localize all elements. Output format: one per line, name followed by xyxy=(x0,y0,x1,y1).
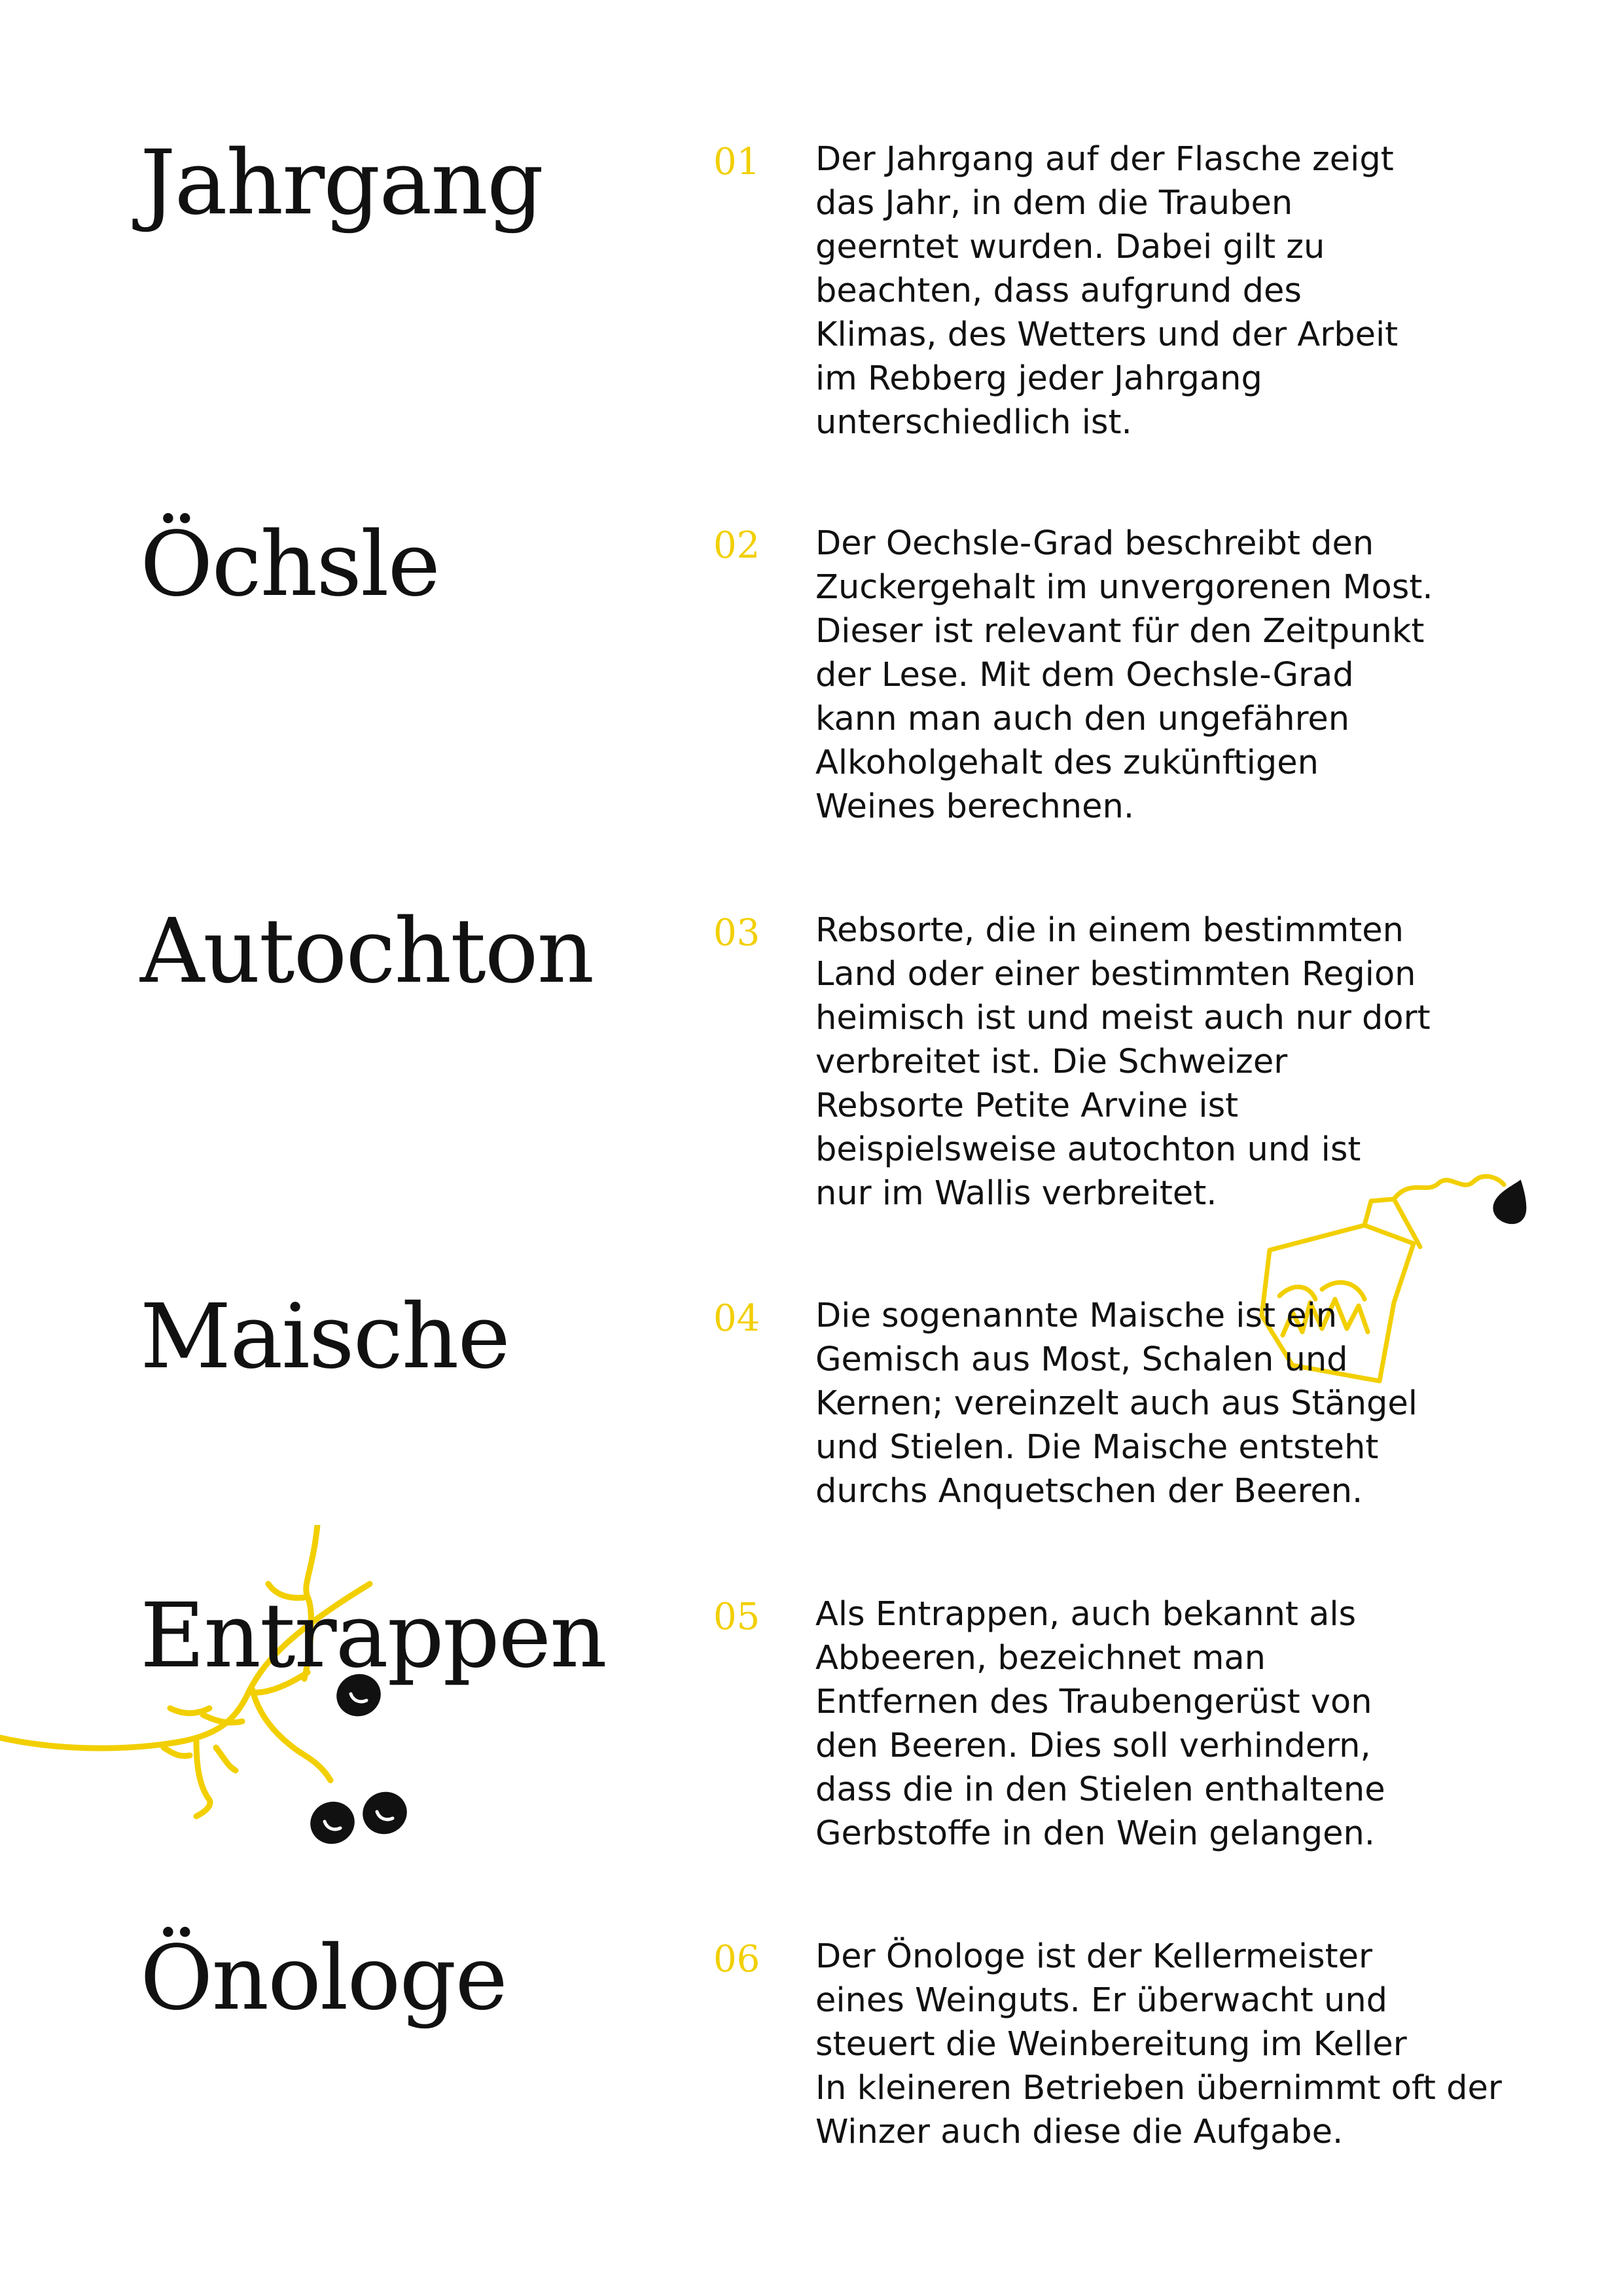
term-description xyxy=(815,137,1575,444)
term-heading: Autochton xyxy=(140,900,594,1003)
description-line: Als Entrappen, auch bekannt als xyxy=(815,1595,1357,1634)
entry-number: 02 xyxy=(713,524,760,567)
description-line: Winzer auch diese die Aufgabe. xyxy=(815,2113,1344,2151)
description-line: Rebsorte Petite Arvine ist xyxy=(815,1086,1239,1125)
description-line: kann man auch den ungefähren xyxy=(815,700,1350,738)
term-description xyxy=(815,1294,1575,1513)
description-line: Gemisch aus Most, Schalen und xyxy=(815,1340,1348,1379)
description-line: der Lese. Mit dem Oechsle-Grad xyxy=(815,656,1354,694)
description-line: In kleineren Betrieben übernimmt oft der xyxy=(815,2069,1502,2108)
term-heading: Jahrgang xyxy=(140,132,543,235)
description-line: heimisch ist und meist auch nur dort xyxy=(815,999,1431,1037)
description-line: Klimas, des Wetters und der Arbeit xyxy=(815,315,1399,354)
description-line: den Beeren. Dies soll verhindern, xyxy=(815,1727,1371,1765)
term-description xyxy=(815,522,1575,829)
grape-stem-illustration-icon xyxy=(0,1525,432,1865)
description-line: unterschiedlich ist. xyxy=(815,403,1132,442)
description-line: Der Oechsle-Grad beschreibt den xyxy=(815,524,1374,563)
description-line: Der Önologe ist der Kellermeister xyxy=(815,1937,1372,1976)
description-line: geerntet wurden. Dabei gilt zu xyxy=(815,228,1325,266)
description-line: eines Weinguts. Er überwacht und xyxy=(815,1981,1388,2020)
entry-number: 01 xyxy=(713,141,760,183)
term-description xyxy=(815,908,1575,1215)
description-line: Zuckergehalt im unvergorenen Most. xyxy=(815,568,1433,607)
description-line: Entfernen des Traubengerüst von xyxy=(815,1683,1372,1721)
description-line: Rebsorte, die in einem bestimmten xyxy=(815,911,1404,950)
description-line: Die sogenannte Maische ist ein xyxy=(815,1297,1338,1335)
entry-number: 04 xyxy=(713,1297,760,1340)
description-line: Land oder einer bestimmten Region xyxy=(815,955,1416,994)
description-line: steuert die Weinbereitung im Keller xyxy=(815,2025,1407,2064)
term-description xyxy=(815,1592,1575,1856)
description-line: Abbeeren, bezeichnet man xyxy=(815,1639,1266,1677)
entry-number: 05 xyxy=(713,1596,760,1638)
term-heading: Entrappen xyxy=(140,1585,606,1688)
description-line: und Stielen. Die Maische entsteht xyxy=(815,1428,1379,1467)
term-heading: Öchsle xyxy=(140,513,440,617)
term-heading: Maische xyxy=(140,1285,509,1389)
description-line: nur im Wallis verbreitet. xyxy=(815,1174,1217,1213)
description-line: beachten, dass aufgrund des xyxy=(815,272,1302,310)
description-line: Alkoholgehalt des zukünftigen xyxy=(815,744,1319,782)
description-line: durchs Anquetschen der Beeren. xyxy=(815,1472,1363,1511)
description-line: Der Jahrgang auf der Flasche zeigt xyxy=(815,140,1394,179)
description-line: verbreitet ist. Die Schweizer xyxy=(815,1043,1288,1081)
term-description xyxy=(815,1935,1575,2154)
description-line: im Rebberg jeder Jahrgang xyxy=(815,359,1262,398)
description-line: Dieser ist relevant für den Zeitpunkt xyxy=(815,612,1425,651)
description-line: das Jahr, in dem die Trauben xyxy=(815,184,1293,223)
description-line: beispielsweise autochton und ist xyxy=(815,1130,1361,1169)
description-line: dass die in den Stielen enthaltene xyxy=(815,1770,1385,1809)
description-line: Kernen; vereinzelt auch aus Stängel xyxy=(815,1384,1418,1423)
description-line: Gerbstoffe in den Wein gelangen. xyxy=(815,1814,1376,1853)
entry-number: 03 xyxy=(713,912,760,954)
term-heading: Önologe xyxy=(140,1927,507,2030)
entry-number: 06 xyxy=(713,1938,760,1981)
description-line: Weines berechnen. xyxy=(815,787,1135,826)
